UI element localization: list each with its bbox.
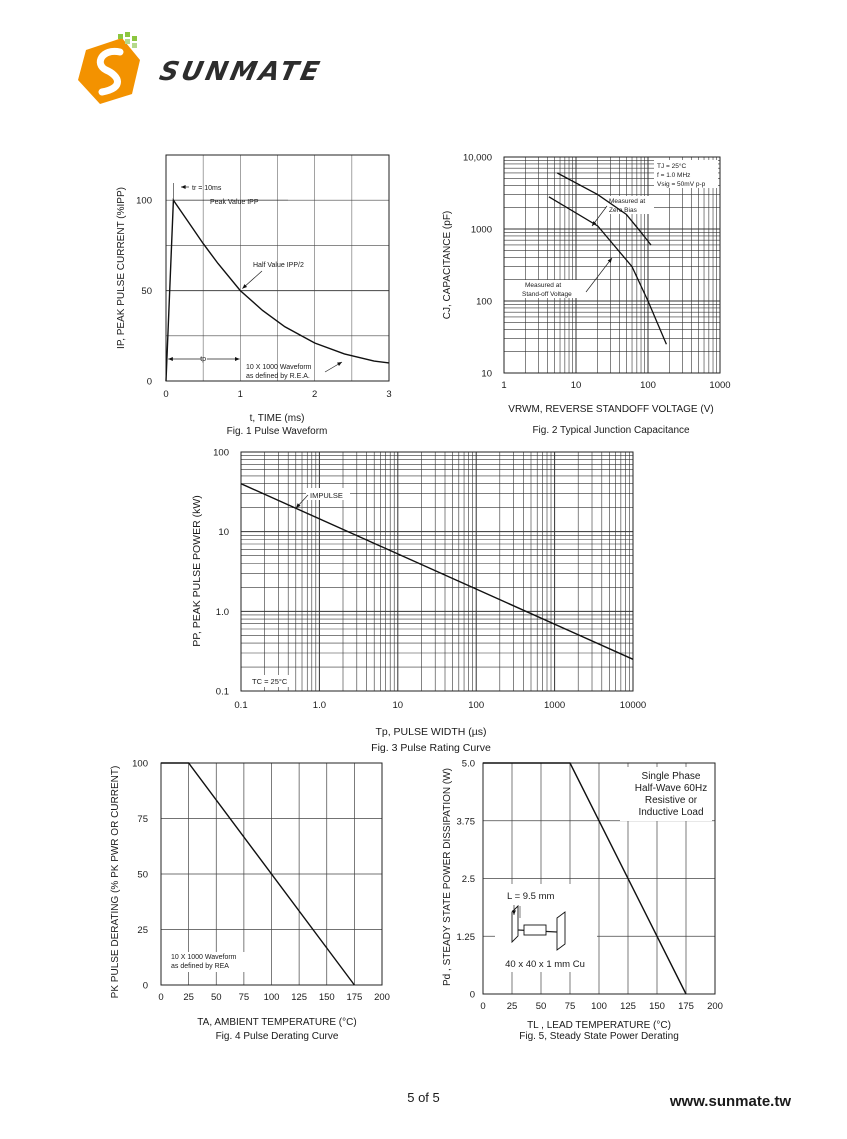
fig4-y-tick: 0 — [142, 980, 148, 992]
fig5-x-tick: 175 — [678, 1001, 694, 1012]
fig5-xlabel: TL , LEAD TEMPERATURE (°C) — [527, 1020, 671, 1031]
fig2-y-tick: 10,000 — [462, 152, 492, 164]
fig3-y-tick: 100 — [213, 447, 229, 459]
fig1-tp-arrow-left — [168, 357, 173, 361]
fig5-y-tick: 5.0 — [461, 758, 475, 770]
fig5-lead-label: L = 9.5 mm — [507, 891, 555, 902]
fig3-x-tick: 10 — [392, 700, 404, 711]
fig1-tp-arrow-right — [235, 357, 240, 361]
fig5-note-label: Single Phase — [641, 771, 701, 782]
fig5-y-tick: 1.25 — [456, 931, 475, 943]
fig2-title: Fig. 2 Typical Junction Capacitance — [532, 425, 690, 436]
fig2-y-tick: 100 — [476, 296, 492, 308]
fig4-x-tick: 50 — [210, 992, 222, 1003]
fig4-x-tick: 150 — [318, 992, 335, 1003]
fig2-cond-label: Vsig = 50mV p-p — [657, 181, 706, 188]
fig2-cond-label: f = 1.0 MHz — [657, 172, 691, 179]
fig5-x-tick: 200 — [707, 1001, 723, 1012]
fig3-y-tick: 10 — [218, 527, 229, 539]
fig1-y-tick: 0 — [146, 376, 152, 388]
fig4-wave-label: 10 X 1000 Waveform — [171, 954, 237, 961]
fig3-x-tick: 1.0 — [312, 700, 327, 711]
fig1-ylabel: IP, PEAK PULSE CURRENT (%IPP) — [116, 187, 127, 349]
fig5-note-label: Half-Wave 60Hz — [634, 783, 708, 794]
fig4-title: Fig. 4 Pulse Derating Curve — [215, 1031, 339, 1042]
fig4-y-tick: 100 — [132, 758, 148, 770]
fig1-y-tick: 100 — [136, 195, 152, 207]
fig3-x-tick: 100 — [468, 700, 485, 711]
fig1-half-label: Half Value IPP/2 — [253, 262, 304, 269]
fig4-x-tick: 200 — [374, 992, 390, 1003]
fig4-y-tick: 75 — [137, 814, 148, 825]
fig5-x-tick: 75 — [564, 1001, 576, 1012]
fig4-x-tick: 75 — [238, 992, 250, 1003]
fig5-x-tick: 125 — [620, 1001, 636, 1012]
fig3-y-tick: 0.1 — [215, 686, 229, 698]
fig2-x-tick: 100 — [640, 380, 656, 391]
fig2-zero-label: Measured at — [609, 198, 646, 205]
fig2-xlabel: VRWM, REVERSE STANDOFF VOLTAGE (V) — [508, 404, 714, 415]
fig4-x-tick: 100 — [263, 992, 280, 1003]
fig3-x-tick: 0.1 — [234, 700, 248, 711]
fig3-title: Fig. 3 Pulse Rating Curve — [371, 742, 491, 754]
fig1-xlabel: t, TIME (ms) — [249, 413, 305, 424]
fig5-x-tick: 0 — [480, 1001, 486, 1012]
website-url: www.sunmate.tw — [669, 1093, 791, 1110]
logo-wordmark: SUNMATE — [156, 57, 325, 87]
fig4-x-tick: 125 — [291, 992, 308, 1003]
fig2-x-tick: 10 — [570, 380, 582, 391]
fig2-ylabel: CJ, CAPACITANCE (pF) — [442, 210, 453, 320]
fig5-x-tick: 25 — [506, 1001, 518, 1012]
fig1-x-tick: 3 — [386, 389, 392, 400]
fig2-zero-label: Zero Bias — [609, 207, 637, 214]
fig4-x-tick: 25 — [183, 992, 194, 1003]
fig1-tr-arrow — [181, 185, 186, 189]
fig5-cu-label: 40 x 40 x 1 mm Cu — [505, 959, 585, 970]
fig1-x-tick: 2 — [312, 389, 318, 400]
fig4-xlabel: TA, AMBIENT TEMPERATURE (°C) — [197, 1017, 357, 1028]
fig1-wave-label: as defined by R.E.A. — [246, 373, 310, 380]
fig2-stand-label: Measured at — [525, 282, 562, 289]
fig5-x-tick: 100 — [591, 1001, 607, 1012]
fig2-y-tick: 10 — [481, 368, 492, 380]
fig3-x-tick: 1000 — [544, 700, 566, 711]
fig1-wave-label: 10 X 1000 Waveform — [246, 364, 312, 371]
fig2-y-tick: 1000 — [470, 224, 492, 236]
fig3-impulse-label: IMPULSE — [310, 491, 343, 500]
fig1-x-tick: 0 — [163, 389, 169, 400]
fig5-note-label: Inductive Load — [638, 807, 704, 818]
fig4-y-tick: 25 — [137, 925, 148, 936]
fig4-x-tick: 175 — [346, 992, 363, 1003]
fig1-title: Fig. 1 Pulse Waveform — [226, 426, 328, 437]
fig3-xlabel: Tp, PULSE WIDTH (µs) — [375, 726, 487, 738]
fig1-wave-arrow — [337, 362, 342, 366]
fig3-impulse-line — [241, 484, 633, 660]
fig2-x-tick: 1000 — [709, 380, 731, 391]
fig5-title: Fig. 5, Steady State Power Derating — [519, 1031, 679, 1042]
fig1-tp-label: tp — [200, 356, 207, 363]
fig2-cond-label: TJ = 25°C — [657, 163, 687, 170]
fig1-y-tick: 50 — [141, 286, 152, 298]
fig4-y-tick: 50 — [137, 869, 148, 881]
fig5-ylabel: Pd , STEADY STATE POWER DISSIPATION (W) — [442, 768, 453, 986]
fig5-y-tick: 0 — [469, 989, 475, 1001]
fig2-series-1 — [549, 197, 667, 344]
fig5-diode-body — [524, 925, 546, 935]
fig4-ylabel: PK PULSE DERATING (% PK PWR OR CURRENT) — [110, 765, 121, 999]
fig1-tr-label: tr = 10ms — [192, 185, 222, 192]
fig5-y-tick: 2.5 — [461, 874, 475, 885]
fig1-peak-label: Peak Value IPP — [210, 199, 259, 206]
fig4-wave-label: as defined by REA — [171, 963, 229, 970]
fig5-y-tick: 3.75 — [456, 816, 475, 828]
fig2-x-tick: 1 — [501, 380, 507, 391]
fig3-ylabel: PP, PEAK PULSE POWER (kW) — [191, 495, 203, 647]
fig4-x-tick: 0 — [158, 992, 164, 1003]
fig2-stand-arrow — [586, 258, 612, 292]
fig3-x-tick: 10000 — [619, 700, 647, 711]
fig3-y-tick: 1.0 — [215, 606, 229, 618]
fig3-tc-label: TC = 25°C — [252, 677, 288, 686]
fig2-frame — [504, 157, 720, 373]
fig2-stand-label: Stand-off Voltage — [522, 291, 572, 298]
page-number: 5 of 5 — [407, 1090, 440, 1105]
fig2-stand-arrow — [608, 258, 612, 263]
fig1-x-tick: 1 — [237, 389, 243, 400]
fig5-x-tick: 50 — [535, 1001, 547, 1012]
fig5-x-tick: 150 — [649, 1001, 665, 1012]
fig5-note-label: Resistive or — [644, 795, 698, 806]
